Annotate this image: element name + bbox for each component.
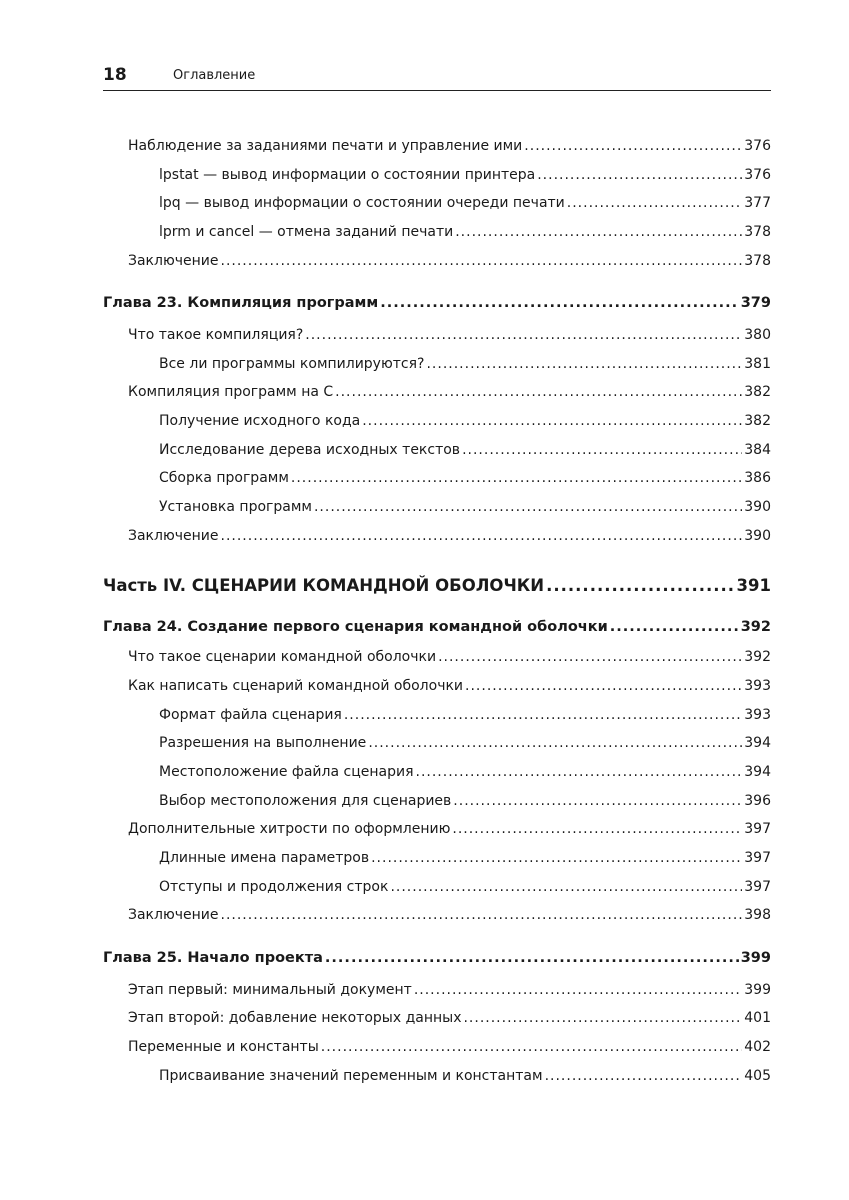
toc-entry-title: Компиляция программ на С <box>128 384 334 400</box>
dot-leader <box>371 849 742 867</box>
toc-entry[interactable] <box>128 906 771 924</box>
toc-entry[interactable] <box>128 1038 771 1056</box>
dot-leader <box>416 763 743 781</box>
toc-entry[interactable] <box>159 1067 771 1085</box>
toc-entry-title: Заключение <box>128 907 219 923</box>
toc-entry[interactable] <box>159 441 771 459</box>
toc-entry[interactable] <box>159 355 771 373</box>
toc-entry[interactable] <box>159 706 771 724</box>
toc-entry-page: 392 <box>740 619 771 635</box>
toc-entry-title: Формат файла сценария <box>159 707 342 723</box>
toc-entry-page: 380 <box>744 327 771 343</box>
toc-entry[interactable] <box>128 137 771 155</box>
dot-leader <box>291 469 742 487</box>
toc-entry-title: Что такое компиляция? <box>128 327 304 343</box>
toc-entry[interactable] <box>128 677 771 695</box>
running-title: Оглавление <box>173 68 256 83</box>
dot-leader <box>537 166 742 184</box>
toc-entry-page: 394 <box>744 764 771 780</box>
toc-entry-title: Дополнительные хитрости по оформлению <box>128 821 451 837</box>
toc-entry-title: Что такое сценарии командной оболочки <box>128 649 437 665</box>
dot-leader <box>221 906 743 924</box>
dot-leader <box>546 576 734 596</box>
toc-entry-title: Сборка программ <box>159 470 289 486</box>
toc-entry-page: 405 <box>744 1068 771 1084</box>
toc-entry-page: 376 <box>744 138 771 154</box>
toc-entry-page: 402 <box>744 1039 771 1055</box>
toc-entry-title: Отступы и продолжения строк <box>159 879 389 895</box>
toc-entry-title: Глава 23. Компиляция программ <box>103 295 379 311</box>
dot-leader <box>463 1009 742 1027</box>
dot-leader <box>455 223 742 241</box>
toc-entry-page: 376 <box>744 167 771 183</box>
dot-leader <box>438 648 742 666</box>
dot-leader <box>545 1067 743 1085</box>
toc-part[interactable] <box>103 576 771 596</box>
toc-entry-page: 382 <box>744 413 771 429</box>
toc-entry-page: 382 <box>744 384 771 400</box>
dot-leader <box>610 618 739 636</box>
toc-entry[interactable] <box>128 326 771 344</box>
toc-entry-page: 396 <box>744 793 771 809</box>
toc-entry-title: Этап первый: минимальный документ <box>128 982 412 998</box>
toc-entry[interactable] <box>128 820 771 838</box>
toc-entry-page: 399 <box>740 950 771 966</box>
toc-entry-page: 394 <box>744 735 771 751</box>
toc-entry-title: Заключение <box>128 528 219 544</box>
toc-entry-title: Установка программ <box>159 499 312 515</box>
toc-entry[interactable] <box>128 1009 771 1027</box>
toc-chapter[interactable] <box>103 294 771 312</box>
toc-chapter[interactable] <box>103 949 771 967</box>
toc-entry-page: 377 <box>744 195 771 211</box>
dot-leader <box>344 706 742 724</box>
toc-entry-title: Часть IV. СЦЕНАРИИ КОМАНДНОЙ ОБОЛОЧКИ <box>103 576 545 595</box>
toc-entry[interactable] <box>159 194 771 212</box>
dot-leader <box>305 326 742 344</box>
toc-entry-title: Все ли программы компилируются? <box>159 356 425 372</box>
toc-entry-title: Выбор местоположения для сценариев <box>159 793 452 809</box>
toc-entry-page: 393 <box>744 707 771 723</box>
toc-entry-page: 398 <box>744 907 771 923</box>
dot-leader <box>453 792 742 810</box>
dot-leader <box>462 441 742 459</box>
toc-entry-title: Как написать сценарий командной оболочки <box>128 678 464 694</box>
dot-leader <box>390 878 742 896</box>
toc-entry-title: Этап второй: добавление некоторых данных <box>128 1010 462 1026</box>
toc-entry-title: lpstat — вывод информации о состоянии принтера <box>159 167 536 183</box>
dot-leader <box>335 383 742 401</box>
toc-entry[interactable] <box>159 223 771 241</box>
dot-leader <box>380 294 738 312</box>
toc-entry-title: Заключение <box>128 253 219 269</box>
toc-entry[interactable] <box>159 469 771 487</box>
dot-leader <box>321 1038 743 1056</box>
toc-entry-page: 401 <box>744 1010 771 1026</box>
toc-entry[interactable] <box>159 498 771 516</box>
toc-entry-page: 386 <box>744 470 771 486</box>
toc-entry-title: Разрешения на выполнение <box>159 735 367 751</box>
toc-entry-page: 378 <box>744 253 771 269</box>
toc-entry[interactable] <box>128 383 771 401</box>
toc-entry-title: Наблюдение за заданиями печати и управление ими <box>128 138 523 154</box>
toc-entry-title: Местоположение файла сценария <box>159 764 414 780</box>
toc-entry-page: 397 <box>744 821 771 837</box>
toc-entry-page: 390 <box>744 528 771 544</box>
toc-entry[interactable] <box>159 849 771 867</box>
toc-entry-title: Исследование дерева исходных текстов <box>159 442 461 458</box>
dot-leader <box>221 527 743 545</box>
dot-leader <box>452 820 742 838</box>
dot-leader <box>221 252 743 270</box>
toc-entry-title: Длинные имена параметров <box>159 850 370 866</box>
toc-entry-page: 390 <box>744 499 771 515</box>
toc-entry-title: Переменные и константы <box>128 1039 319 1055</box>
toc-entry[interactable] <box>128 252 771 270</box>
toc-entry[interactable] <box>159 792 771 810</box>
toc-entry-page: 397 <box>744 879 771 895</box>
dot-leader <box>325 949 739 967</box>
toc-entry[interactable] <box>128 648 771 666</box>
page-number: 18 <box>103 65 127 85</box>
dot-leader <box>368 734 742 752</box>
toc-entry-page: 392 <box>744 649 771 665</box>
toc-entry[interactable] <box>159 412 771 430</box>
toc-entry-page: 384 <box>744 442 771 458</box>
toc-entry[interactable] <box>159 878 771 896</box>
toc-entry[interactable] <box>128 981 771 999</box>
toc-entry-title: Глава 25. Начало проекта <box>103 950 323 966</box>
toc-entry-page: 378 <box>744 224 771 240</box>
toc-chapter[interactable] <box>103 618 771 636</box>
dot-leader <box>465 677 742 695</box>
toc-entry[interactable] <box>159 763 771 781</box>
dot-leader <box>524 137 742 155</box>
dot-leader <box>414 981 742 999</box>
toc-entry-page: 391 <box>736 576 771 595</box>
toc-entry-page: 393 <box>744 678 771 694</box>
toc-entry-page: 397 <box>744 850 771 866</box>
dot-leader <box>314 498 742 516</box>
toc-entry-title: Получение исходного кода <box>159 413 361 429</box>
toc-entry[interactable] <box>128 527 771 545</box>
toc-entry-title: lpq — вывод информации о состоянии очереди печати <box>159 195 565 211</box>
toc-entry-page: 399 <box>744 982 771 998</box>
toc-entry-page: 379 <box>740 295 771 311</box>
page-header <box>103 64 771 91</box>
toc-entry[interactable] <box>159 166 771 184</box>
toc-entry-page: 381 <box>744 356 771 372</box>
toc-entry-title: lprm и cancel — отмена заданий печати <box>159 224 454 240</box>
dot-leader <box>426 355 742 373</box>
dot-leader <box>362 412 742 430</box>
toc-entry-title: Глава 24. Создание первого сценария командной оболочки <box>103 619 608 635</box>
toc-entry[interactable] <box>159 734 771 752</box>
dot-leader <box>567 194 742 212</box>
toc-entry-title: Присваивание значений переменным и константам <box>159 1068 543 1084</box>
